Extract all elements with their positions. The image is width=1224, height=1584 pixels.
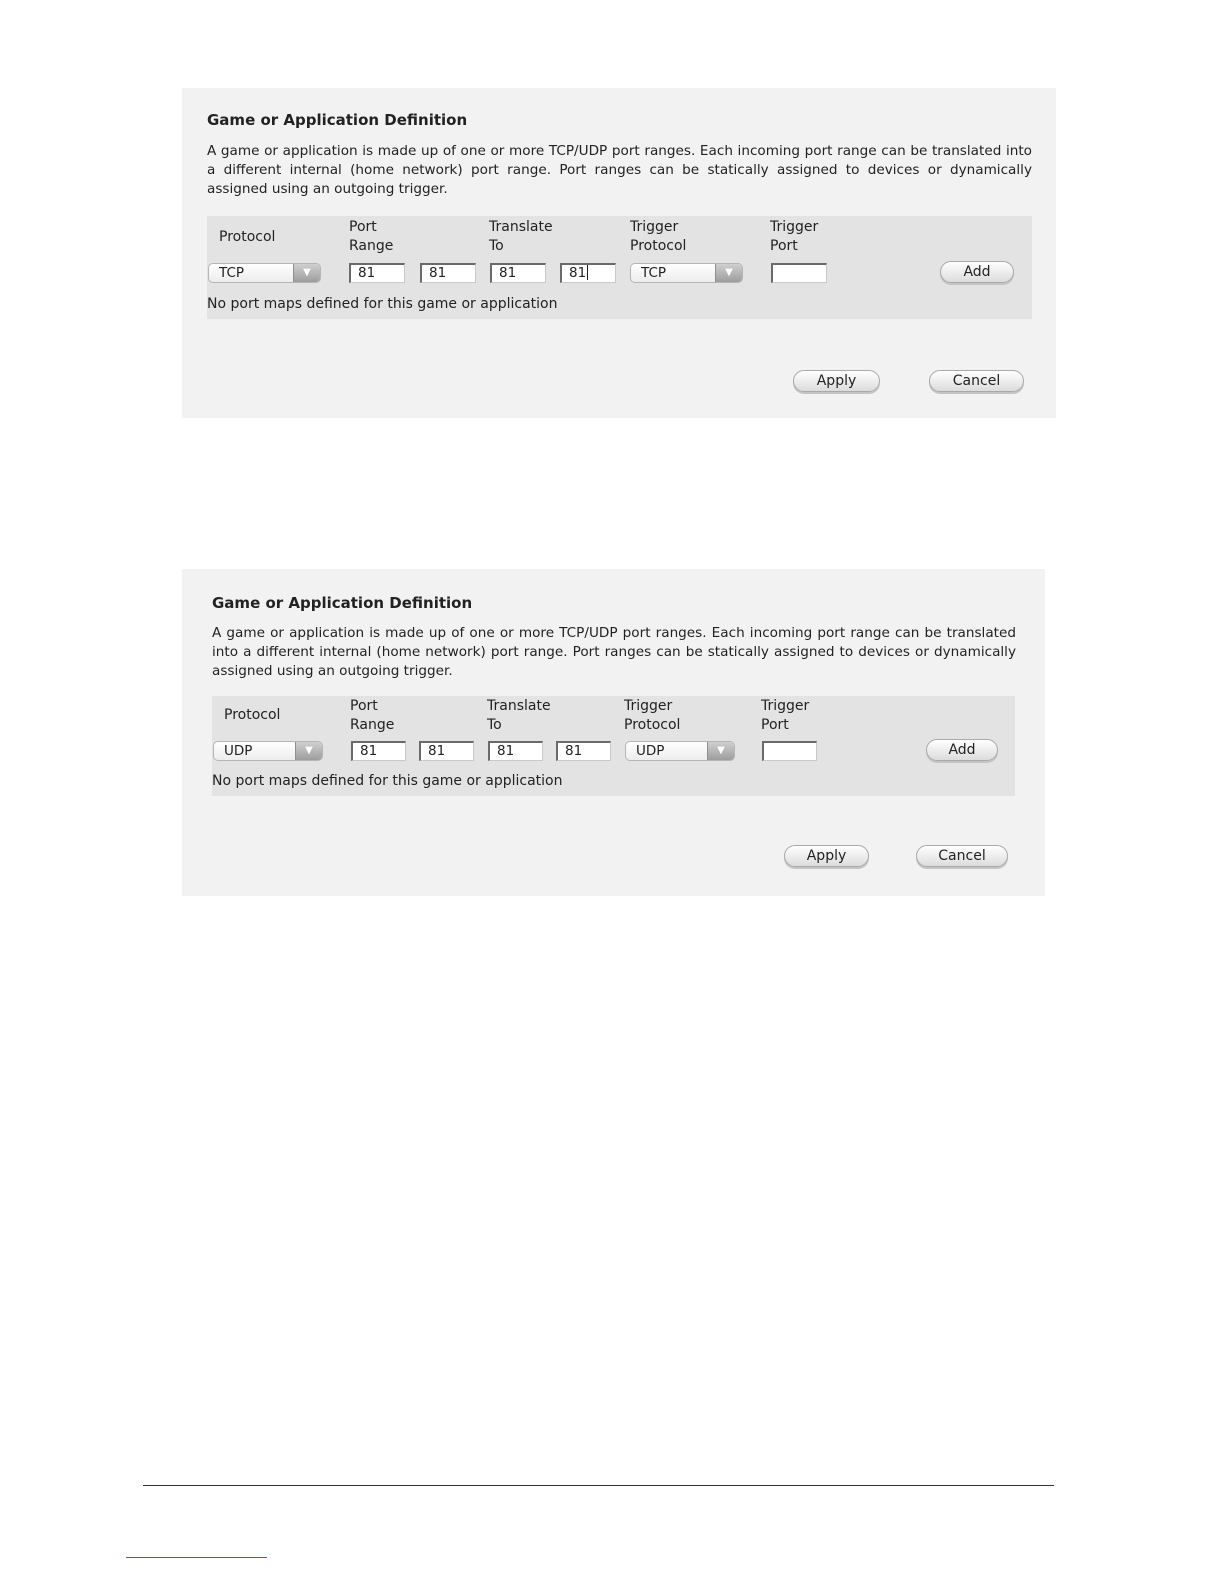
protocol-select[interactable] (208, 263, 321, 283)
cancel-button[interactable]: Cancel (929, 370, 1024, 392)
trigger-protocol-select-value: TCP (641, 265, 667, 281)
trigger-protocol-select[interactable] (625, 741, 735, 761)
cancel-button[interactable]: Cancel (916, 845, 1008, 867)
add-button[interactable]: Add (926, 739, 998, 761)
text-caret (587, 265, 588, 280)
add-button[interactable]: Add (940, 261, 1014, 283)
trigger-protocol-select-value: UDP (636, 743, 665, 759)
col-header-translate-to: Translate To (487, 698, 551, 733)
no-port-maps-message: No port maps defined for this game or application (207, 296, 558, 312)
page-footer-rule (143, 1485, 1054, 1486)
trigger-port-input[interactable] (771, 263, 827, 283)
panel-title: Game or Application Definition (212, 594, 473, 612)
protocol-select[interactable] (213, 741, 323, 761)
col-header-trigger-port: Trigger Port (770, 219, 819, 254)
chevron-down-icon: ▼ (707, 742, 734, 760)
no-port-maps-message: No port maps defined for this game or application (212, 773, 563, 789)
protocol-select-value: UDP (224, 743, 253, 759)
chevron-down-icon: ▼ (295, 742, 322, 760)
port-map-header-row (212, 696, 1015, 767)
port-range-end-input[interactable]: 81 (419, 741, 474, 761)
translate-to-end-input[interactable]: 81 (560, 263, 616, 283)
protocol-select-value: TCP (219, 265, 245, 281)
panel-title: Game or Application Definition (207, 111, 468, 129)
trigger-port-input[interactable] (762, 741, 817, 761)
apply-button[interactable]: Apply (793, 370, 880, 392)
translate-to-start-input[interactable]: 81 (490, 263, 546, 283)
chevron-down-icon: ▼ (715, 264, 742, 282)
col-header-trigger-protocol: Trigger Protocol (624, 698, 681, 733)
col-header-trigger-protocol: Trigger Protocol (630, 219, 687, 254)
game-definition-panel-tcp (182, 88, 1056, 418)
col-header-trigger-port: Trigger Port (761, 698, 810, 733)
trigger-protocol-select[interactable] (630, 263, 743, 283)
col-header-port-range: Port Range (349, 219, 394, 254)
translate-to-start-input[interactable]: 81 (488, 741, 543, 761)
panel-description: A game or application is made up of one or more TCP/UDP port ranges. Each incoming port range can be translated into a different internal (home network) port range. Port ranges can be statically assigned to devices or dynamically assigned using an outgoing trigger. (212, 625, 1016, 679)
translate-to-end-input[interactable]: 81 (556, 741, 611, 761)
col-header-protocol: Protocol (224, 707, 281, 723)
port-range-end-input[interactable]: 81 (420, 263, 476, 283)
col-header-port-range: Port Range (350, 698, 395, 733)
port-map-header-row (207, 216, 1032, 289)
port-range-start-input[interactable]: 81 (351, 741, 406, 761)
port-range-start-input[interactable]: 81 (349, 263, 405, 283)
chevron-down-icon: ▼ (293, 264, 320, 282)
game-definition-panel-udp (182, 569, 1045, 896)
col-header-translate-to: Translate To (489, 219, 553, 254)
col-header-protocol: Protocol (219, 229, 276, 245)
footer-link-underline (126, 1557, 267, 1558)
apply-button[interactable]: Apply (784, 845, 869, 867)
panel-description: A game or application is made up of one or more TCP/UDP port ranges. Each incoming port range can be translated into a different internal (home network) port range. Port ranges can be statically assigned to devices or dynamically assigned using an outgoing trigger. (207, 143, 1032, 197)
